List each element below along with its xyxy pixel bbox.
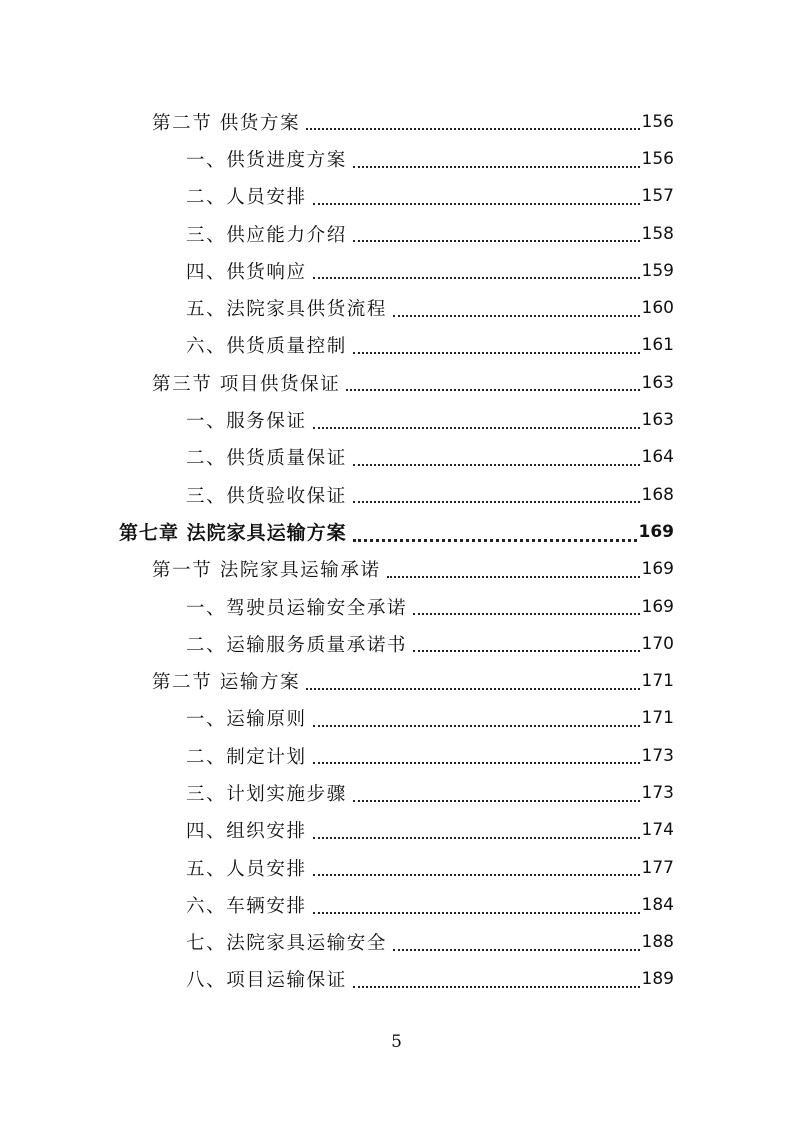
toc-entry[interactable] [0,812,793,849]
toc-entry-page: 169 [641,559,674,580]
toc-entry[interactable] [0,289,793,326]
toc-entry-page: 168 [641,484,674,505]
dot-leader [353,165,640,168]
toc-entry-title: 三、计划实施步骤 [186,783,347,805]
toc-entry-title: 五、人员安排 [186,858,307,880]
toc-entry-page: 173 [641,782,674,803]
toc-entry-page: 160 [641,298,674,319]
toc-entry-title: 二、供货质量保证 [186,448,347,470]
toc-entry[interactable] [0,737,793,774]
dot-leader [306,127,639,130]
dot-leader [313,202,640,205]
toc-entry[interactable] [0,476,793,513]
toc-entry-title: 一、驾驶员运输安全承诺 [186,597,408,619]
toc-entry[interactable] [0,700,793,737]
dot-leader [353,985,640,988]
toc-entry-page: 156 [641,111,674,132]
toc-entry-title: 第二节 运输方案 [152,672,301,694]
dot-leader [306,687,639,690]
toc-entry-page: 164 [641,447,674,468]
toc-entry-page: 171 [641,671,674,692]
toc-entry[interactable] [0,178,793,215]
toc-entry-page: 157 [641,186,674,207]
toc-entry-page: 163 [641,410,674,431]
toc-entry[interactable] [0,103,793,140]
toc-entry-page: 188 [641,932,674,953]
toc-entry-title: 三、供货验收保证 [186,485,347,507]
dot-leader [313,426,640,429]
dot-leader [353,500,640,503]
toc-entry-title: 一、服务保证 [186,411,307,433]
toc-entry[interactable] [0,327,793,364]
toc-entry[interactable] [0,364,793,401]
dot-leader [413,649,639,652]
toc-entry-page: 161 [641,335,674,356]
dot-leader [353,239,640,242]
toc-chapter-entry[interactable] [0,513,793,550]
dot-leader [313,836,640,839]
toc-entry[interactable] [0,439,793,476]
toc-entry-page: 184 [641,894,674,915]
page-number: 5 [391,1032,402,1052]
toc-entry[interactable] [0,588,793,625]
toc-entry-title: 第七章 法院家具运输方案 [119,522,347,545]
toc-entry[interactable] [0,961,793,998]
toc-entry-title: 第三节 项目供货保证 [152,373,341,395]
toc-entry[interactable] [0,924,793,961]
toc-entry[interactable] [0,551,793,588]
toc-entry-page: 169 [641,596,674,617]
toc-entry-title: 七、法院家具运输安全 [186,933,388,955]
toc-entry-title: 第一节 法院家具运输承诺 [152,560,381,582]
toc-entry-title: 五、法院家具供货流程 [186,299,388,321]
toc-entry-page: 169 [638,521,674,542]
toc-entry[interactable] [0,401,793,438]
toc-entry-page: 156 [641,148,674,169]
toc-entry-page: 189 [641,969,674,990]
dot-leader [387,575,640,578]
toc-entry-title: 六、供货质量控制 [186,336,347,358]
toc-entry-title: 八、项目运输保证 [186,970,347,992]
toc-entry-page: 177 [641,857,674,878]
toc-entry-page: 170 [641,633,674,654]
toc-entry-title: 六、车辆安排 [186,895,307,917]
toc-entry-title: 第二节 供货方案 [152,112,301,134]
toc-entry-page: 163 [641,372,674,393]
toc-entry-page: 173 [641,745,674,766]
dot-leader [353,463,640,466]
toc-entry-title: 四、组织安排 [186,821,307,843]
dot-leader [393,314,640,317]
dot-leader [393,948,640,951]
toc-entry-page: 159 [641,260,674,281]
dot-leader [353,538,637,542]
toc-entry[interactable] [0,625,793,662]
toc-entry-title: 二、人员安排 [186,187,307,209]
toc-entry-title: 二、运输服务质量承诺书 [186,634,408,656]
toc-entry[interactable] [0,215,793,252]
toc-entry[interactable] [0,774,793,811]
dot-leader [313,276,640,279]
toc-entry-title: 四、供货响应 [186,261,307,283]
toc-entry-page: 158 [641,223,674,244]
toc-entry[interactable] [0,849,793,886]
table-of-contents [0,103,793,998]
toc-entry-title: 一、供货进度方案 [186,149,347,171]
toc-entry-title: 二、制定计划 [186,746,307,768]
dot-leader [346,388,639,391]
dot-leader [313,873,640,876]
toc-entry-page: 174 [641,820,674,841]
dot-leader [413,612,639,615]
toc-entry[interactable] [0,140,793,177]
toc-entry[interactable] [0,662,793,699]
toc-entry-title: 一、运输原则 [186,709,307,731]
dot-leader [313,911,640,914]
dot-leader [353,799,640,802]
toc-entry[interactable] [0,886,793,923]
toc-entry-title: 三、供应能力介绍 [186,224,347,246]
toc-entry[interactable] [0,252,793,289]
dot-leader [313,761,640,764]
toc-entry-page: 171 [641,708,674,729]
dot-leader [353,351,640,354]
dot-leader [313,724,640,727]
